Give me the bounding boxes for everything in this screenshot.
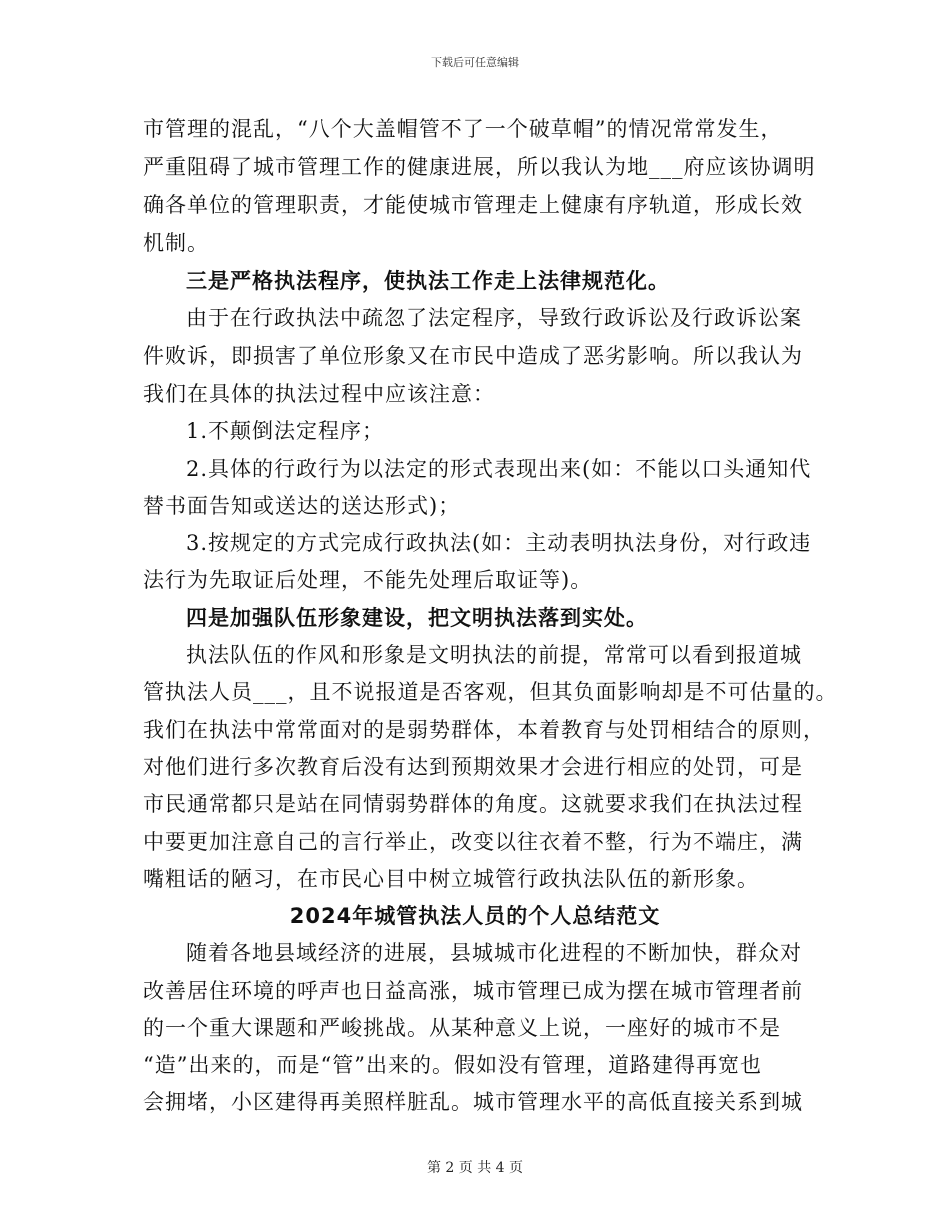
- text-line: 法行为先取证后处理，不能先处理后取证等)。: [143, 568, 593, 592]
- text-line: 嘴粗话的陋习，在市民心目中树立城管行政执法队伍的新形象。: [143, 867, 759, 891]
- text-line: 市管理的混乱，“八个大盖帽管不了一个破草帽”的情况常常发生，: [143, 117, 783, 141]
- text-line: 中要更加注意自己的言行举止，改变以往衣着不整，行为不端庄，满: [143, 830, 803, 854]
- text-line: 由于在行政执法中疏忽了法定程序，导致行政诉讼及行政诉讼案: [186, 306, 802, 330]
- text-line: 严重阻碍了城市管理工作的健康进展，所以我认为地___府应该协调明: [143, 155, 816, 179]
- page-footer: 第 2 页 共 4 页: [426, 1160, 524, 1176]
- list-item: 1.不颠倒法定程序；: [186, 419, 385, 443]
- list-item: 2.具体的行政行为以法定的形式表现出来(如：不能以口头通知代: [186, 457, 812, 481]
- list-item: 3.按规定的方式完成行政执法(如：主动表明执法身份，对行政违: [186, 531, 812, 555]
- text-line: 的一个重大课题和严峻挑战。从某种意义上说，一座好的城市不是: [143, 1016, 781, 1040]
- text-line: 管执法人员___，且不说报道是否客观，但其负面影响却是不可估量的。: [143, 680, 838, 704]
- text-line: 我们在具体的执法过程中应该注意：: [143, 382, 495, 406]
- text-line: 确各单位的管理职责，才能使城市管理走上健康有序轨道，形成长效: [143, 193, 803, 217]
- text-line: 改善居住环境的呼声也日益高涨，城市管理已成为摆在城市管理者前: [143, 979, 803, 1003]
- text-line: “造”出来的，而是“管”出来的。假如没有管理，道路建得再宽也: [143, 1053, 762, 1077]
- page-header: 下载后可任意编辑: [431, 56, 519, 69]
- text-line: 机制。: [143, 231, 209, 255]
- text-line: 件败诉，即损害了单位形象又在市民中造成了恶劣影响。所以我认为: [143, 344, 803, 368]
- section-heading: 四是加强队伍形象建设，把文明执法落到实处。: [186, 606, 648, 630]
- text-line: 市民通常都只是站在同情弱势群体的角度。这就要求我们在执法过程: [143, 792, 803, 816]
- text-line: 我们在执法中常常面对的是弱势群体，本着教育与处罚相结合的原则，: [143, 718, 825, 742]
- article-title: 2024年城管执法人员的个人总结范文: [289, 904, 661, 928]
- text-line: 执法队伍的作风和形象是文明执法的前提，常常可以看到报道城: [186, 643, 802, 667]
- text-line: 随着各地县域经济的进展，县城城市化进程的不断加快，群众对: [186, 941, 802, 965]
- text-line: 替书面告知或送达的送达形式)；: [143, 494, 461, 518]
- text-line: 对他们进行多次教育后没有达到预期效果才会进行相应的处罚，可是: [143, 755, 803, 779]
- section-heading: 三是严格执法程序，使执法工作走上法律规范化。: [186, 269, 670, 293]
- text-line: 会拥堵，小区建得再美照样脏乱。城市管理水平的高低直接关系到城: [143, 1090, 803, 1114]
